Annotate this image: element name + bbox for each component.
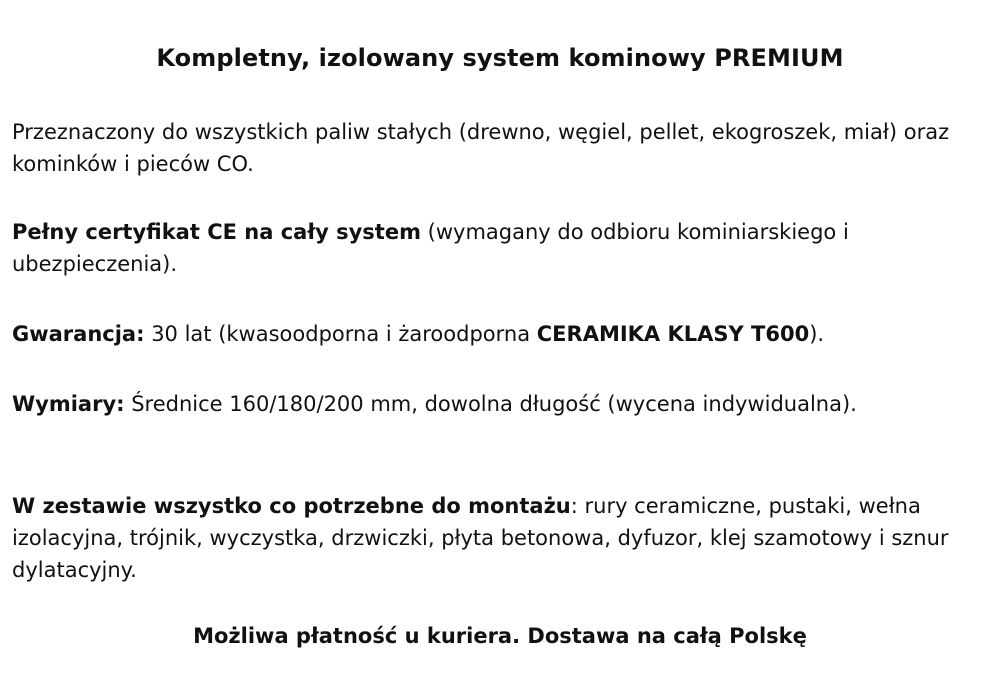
warranty-paragraph	[12, 318, 988, 350]
kit-contents-paragraph	[12, 490, 988, 586]
warranty-label: Gwarancja:	[12, 322, 145, 346]
intended-use-paragraph	[12, 116, 988, 180]
page-title: Kompletny, izolowany system kominowy PREMIUM	[156, 44, 844, 72]
certificate-paragraph	[12, 216, 988, 280]
warranty-text: 30 lat (kwasoodporna i żaroodporna	[144, 322, 537, 346]
certificate-bold: Pełny certyfikat CE na cały system	[12, 220, 421, 244]
warranty-tail: ).	[809, 322, 825, 346]
warranty-material: CERAMIKA KLASY T600	[536, 322, 810, 346]
certificate-text: (wymagany do odbioru kominiarskiego i ubezpieczenia).	[12, 220, 849, 276]
kit-text: : rury ceramiczne, pustaki, wełna izolacyjna, trójnik, wyczystka, drzwiczki, płyta betonowa, dyfuzor, klej szamotowy i sznur dylatacyjny.	[12, 494, 949, 582]
dimensions-text: Średnice 160/180/200 mm, dowolna długość (wycena indywidualna).	[124, 392, 857, 416]
kit-label: W zestawie wszystko co potrzebne do montażu	[12, 494, 571, 518]
delivery-footer: Możliwa płatność u kuriera. Dostawa na całą Polskę	[193, 624, 807, 648]
dimensions-label: Wymiary:	[12, 392, 125, 416]
intended-use-text: Przeznaczony do wszystkich paliw stałych (drewno, węgiel, pellet, ekogroszek, miał) oraz kominków i pieców CO.	[12, 120, 950, 176]
dimensions-paragraph	[12, 388, 988, 420]
